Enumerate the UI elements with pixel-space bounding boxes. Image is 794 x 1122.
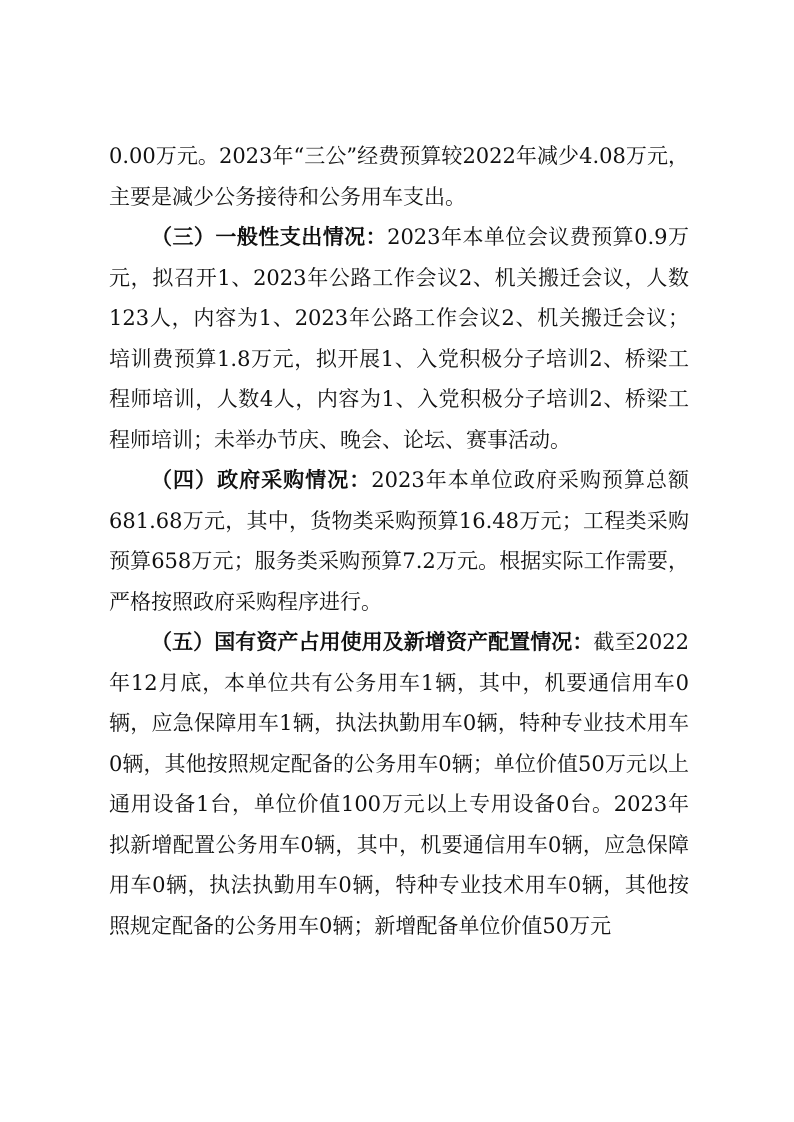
section-heading: （三）一般性支出情况： <box>151 225 388 249</box>
paragraph-text: 2023年本单位政府采购预算总额681.68万元，其中，货物类采购预算16.48万元；工程类采购预算658万元；服务类采购预算7.2万元。根据实际工作需要，严格按照政府采购程序进行。 <box>109 468 689 614</box>
paragraph-general-expenditure <box>109 217 689 460</box>
section-heading: （五）国有资产占用使用及新增资产配置情况： <box>151 630 594 654</box>
paragraph-procurement <box>109 460 689 622</box>
section-heading: （四）政府采购情况： <box>151 468 372 492</box>
paragraph-sangong-summary <box>109 136 689 217</box>
document-body <box>109 136 689 946</box>
paragraph-state-assets <box>109 622 689 946</box>
paragraph-text: 截至2022年12月底，本单位共有公务用车1辆，其中，机要通信用车0辆，应急保障用车1辆，执法执勤用车0辆，特种专业技术用车0辆，其他按照规定配备的公务用车0辆；单位价值50万元以上通用设备1台，单位价值100万元以上专用设备0台。2023年拟新增配置公务用车0辆，其中，机要通信用车0辆，应急保障用车0辆，执法执勤用车0辆，特种专业技术用车0辆，其他按照规定配备的公务用车0辆；新增配备单位价值50万元 <box>109 630 689 938</box>
paragraph-text: 2023年本单位会议费预算0.9万元，拟召开1、2023年公路工作会议2、机关搬迁会议，人数123人，内容为1、2023年公路工作会议2、机关搬迁会议；培训费预算1.8万元，拟开展1、入党积极分子培训2、桥梁工程师培训，人数4人，内容为1、入党积极分子培训2、桥梁工程师培训；未举办节庆、晚会、论坛、赛事活动。 <box>109 225 689 452</box>
paragraph-text: 0.00万元。2023年“三公”经费预算较2022年减少4.08万元，主要是减少公务接待和公务用车支出。 <box>109 144 689 209</box>
